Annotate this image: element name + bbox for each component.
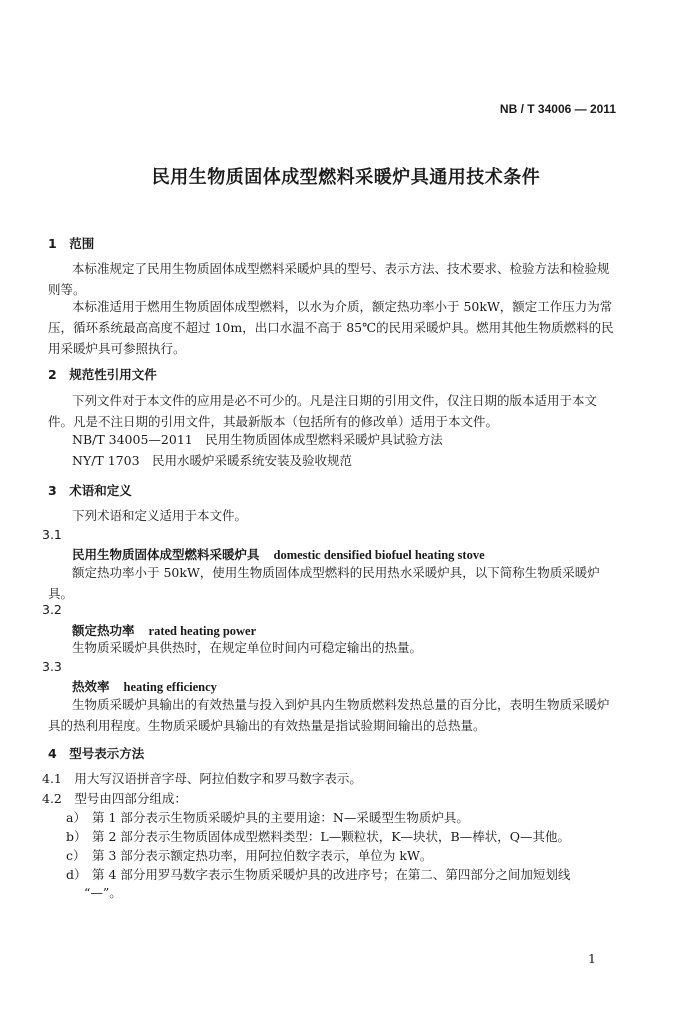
term-3-3-chinese: 热效率 (72, 679, 110, 694)
term-3-3-definition: 生物质采暖炉具输出的有效热量与投入到炉具内生物质燃料发热总量的百分比，表明生物质采暖炉具的热利用程度。生物质采暖炉具输出的有效热量是指试验期间输出的总热量。 (48, 697, 610, 733)
clause-4-2 (42, 788, 187, 809)
list-item-label: a） (66, 810, 86, 825)
section-1-paragraph-1: 本标准规定了民用生物质固体成型燃料采暖炉具的型号、表示方法、技术要求、检验方法和检验规则等。 (48, 261, 610, 297)
list-item-label: b） (66, 829, 87, 844)
term-3-1-title (72, 545, 485, 563)
term-3-2-definition: 生物质采暖炉具供热时，在规定单位时间内可稳定输出的热量。 (72, 640, 423, 655)
list-item (66, 807, 469, 828)
page-number: 1 (588, 951, 596, 966)
document-title: 民用生物质固体成型燃料采暖炉具通用技术条件 (151, 167, 541, 188)
list-item-text: 第 3 部分表示额定热功率，用阿拉伯数字表示，单位为 kW。 (92, 848, 433, 863)
term-3-3-number: 3.3 (42, 659, 62, 674)
clause-4-2-number: 4.2 (42, 791, 62, 806)
term-3-2-english: rated heating power (148, 624, 257, 638)
term-3-1-chinese: 民用生物质固体成型燃料采暖炉具 (72, 547, 260, 562)
list-item-continuation: “—”。 (84, 885, 122, 900)
term-3-2-chinese: 额定热功率 (72, 623, 135, 638)
clause-4-1 (42, 768, 362, 789)
list-item (66, 826, 570, 847)
term-3-2-number: 3.2 (42, 602, 62, 617)
standard-code: NB / T 34006 — 2011 (499, 102, 616, 116)
section-2-paragraph: 下列文件对于本文件的应用是必不可少的。凡是注日期的引用文件，仅注日期的版本适用于本文件。凡是不注日期的引用文件，其最新版本（包括所有的修改单）适用于本文件。 (48, 393, 598, 429)
section-4-heading: 4 型号表示方法 (48, 746, 145, 761)
list-item-text: 第 4 部分用罗马数字表示生物质采暖炉具的改进序号；在第二、第四部分之间加短划线 (92, 867, 571, 882)
section-2-heading: 2 规范性引用文件 (48, 367, 157, 382)
clause-4-1-text: 用大写汉语拼音字母、阿拉伯数字和罗马数字表示。 (74, 771, 362, 786)
term-3-1-english: domestic densified biofuel heating stove (273, 548, 485, 562)
clause-4-2-text: 型号由四部分组成： (74, 791, 187, 806)
list-item-label: c） (66, 848, 86, 863)
term-3-1-number: 3.1 (42, 527, 62, 542)
normative-reference-2: NY/T 1703 民用水暖炉采暖系统安装及验收规范 (72, 453, 353, 468)
normative-reference-1: NB/T 34005—2011 民用生物质固体成型燃料采暖炉具试验方法 (72, 432, 443, 447)
section-3-heading: 3 术语和定义 (48, 483, 132, 498)
term-3-3-title (72, 677, 217, 695)
list-item-text: 第 2 部分表示生物质固体成型燃料类型：L—颗粒状，K—块状，B—棒状，Q—其他。 (92, 829, 570, 844)
list-item-label: d） (66, 867, 87, 882)
clause-4-1-number: 4.1 (42, 771, 62, 786)
section-3-intro: 下列术语和定义适用于本文件。 (72, 508, 248, 523)
list-item (66, 864, 570, 885)
list-item-text: 第 1 部分表示生物质采暖炉具的主要用途：N—采暖型生物质炉具。 (92, 810, 469, 825)
term-3-3-english: heating efficiency (123, 680, 217, 694)
list-item (66, 845, 432, 866)
section-1-paragraph-2: 本标准适用于燃用生物质固体成型燃料，以水为介质，额定热功率小于 50kW，额定工作压力为常压，循环系统最高高度不超过 10m，出口水温不高于 85℃的民用采暖炉具。燃用其他生物质燃料的民用采暖炉具可参照执行。 (48, 299, 614, 356)
term-3-1-definition: 额定热功率小于 50kW，使用生物质固体成型燃料的民用热水采暖炉具，以下简称生物质采暖炉具。 (48, 565, 600, 601)
section-1-heading: 1 范围 (48, 236, 95, 251)
